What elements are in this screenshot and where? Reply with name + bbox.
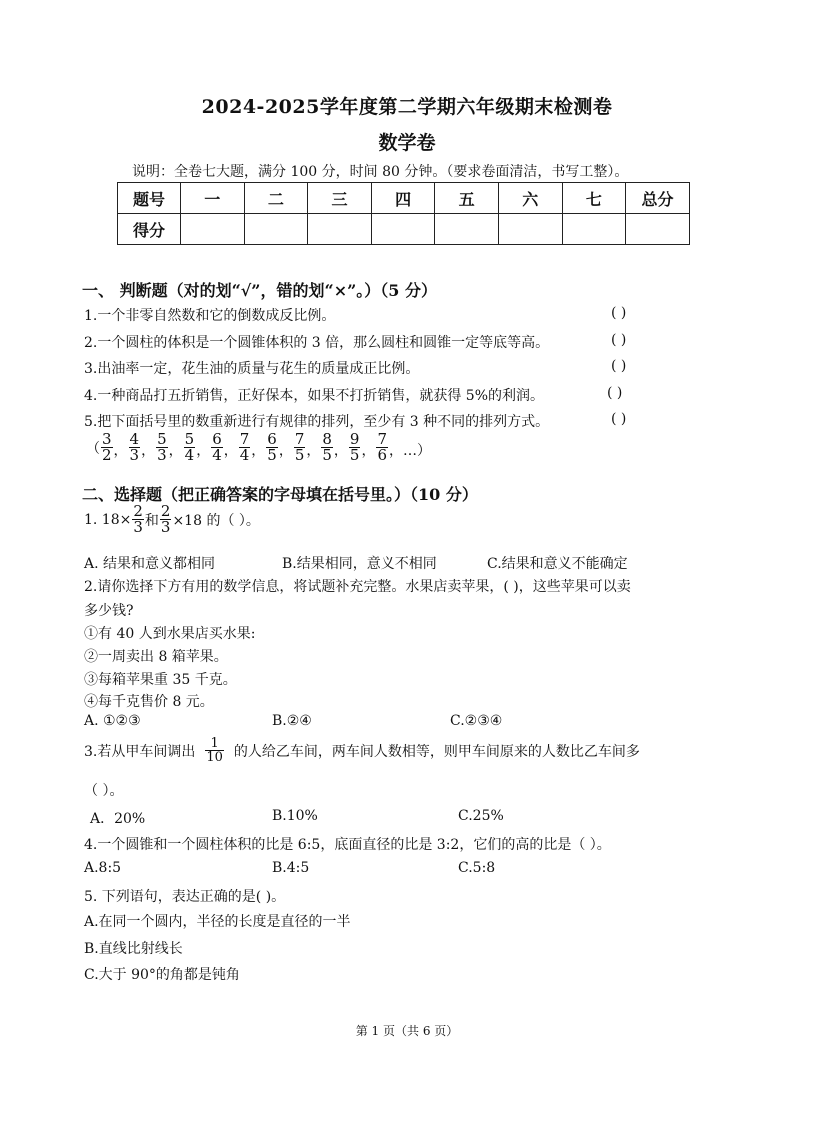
fraction-separator: ， [113, 443, 128, 459]
score-blank-cell[interactable] [435, 214, 499, 245]
q2-option-c: C.②③④ [450, 713, 503, 729]
fraction-separator: ， [306, 443, 321, 459]
q2-line-2: 多少钱? [84, 603, 134, 619]
q1-suffix: ×18 的（ ）。 [172, 512, 260, 529]
q2-option-a: A. ①②③ [84, 713, 141, 729]
denominator: 3 [133, 518, 143, 536]
fraction-item [129, 432, 141, 463]
score-blank-cell[interactable] [626, 214, 690, 245]
score-table-cell: 一 [181, 183, 245, 214]
answer-paren-5[interactable]: ( ) [611, 411, 627, 427]
numerator: 5 [184, 430, 195, 448]
fraction-separator: ， [141, 443, 156, 459]
fraction-list-tail: ，…） [389, 443, 432, 459]
page-title: 2024-2025学年度第二学期六年级期末检测卷 [201, 96, 613, 118]
fraction-item [211, 432, 223, 463]
score-table-cell: 六 [498, 183, 562, 214]
fraction-item [266, 432, 278, 463]
fraction-separator: ， [278, 443, 293, 459]
judgement-question-5: 5.把下面括号里的数重新进行有规律的排列，至少有 3 种不同的排列方式。 [84, 414, 550, 430]
q5-option-b: B.直线比射线长 [84, 941, 183, 957]
fraction-item [156, 432, 168, 463]
answer-paren-2[interactable]: ( ) [611, 332, 627, 348]
denominator: 5 [267, 446, 277, 464]
q1-option-c: C.结果和意义不能确定 [487, 556, 628, 572]
answer-paren-3[interactable]: ( ) [611, 358, 627, 374]
section1-heading: 一、 判断题（对的划“√”，错的划“×”。）（5 分） [82, 281, 438, 300]
numerator: 5 [157, 430, 167, 448]
denominator: 6 [377, 446, 388, 464]
score-table-header-row [118, 183, 690, 214]
fraction-separator: ， [361, 443, 376, 459]
score-blank-cell[interactable] [308, 214, 372, 245]
q4-option-c: C.5:8 [458, 860, 496, 876]
fraction-item [376, 432, 388, 463]
score-table-cell: 三 [308, 183, 372, 214]
fraction-separator: ， [251, 443, 266, 459]
score-blank-cell[interactable] [562, 214, 626, 245]
denominator: 5 [349, 446, 360, 464]
numerator: 2 [133, 502, 143, 520]
denominator: 3 [157, 446, 167, 464]
choice-question-5: 5. 下列语句，表达正确的是( )。 [84, 889, 286, 905]
page-footer: 第 1 页（共 6 页） [355, 1024, 459, 1038]
numerator: 6 [267, 430, 277, 448]
score-table-cell: 总分 [626, 183, 690, 214]
q2-info-3: ③每箱苹果重 35 千克。 [84, 672, 237, 688]
score-table [117, 182, 690, 245]
numerator: 7 [377, 430, 388, 448]
score-table-cell: 七 [562, 183, 626, 214]
choice-question-3 [84, 737, 640, 764]
answer-paren-4[interactable]: ( ) [607, 385, 623, 401]
denominator: 3 [160, 518, 171, 536]
q3-answer-paren[interactable]: （ ）。 [84, 783, 124, 799]
q1-mid: 和 [144, 512, 159, 529]
page-subtitle: 数学卷 [378, 132, 436, 154]
q4-option-b: B.4:5 [272, 860, 310, 876]
fraction-list-items [100, 432, 389, 463]
numerator: 1 [210, 736, 219, 751]
q5-option-a: A.在同一个圆内，半径的长度是直径的一半 [84, 914, 351, 930]
numerator: 2 [160, 502, 171, 520]
q3-prefix: 3.若从甲车间调出 [84, 743, 196, 760]
judgement-question-3: 3.出油率一定，花生油的质量与花生的质量成正比例。 [84, 361, 420, 377]
q3-suffix: 的人给乙车间，两车间人数相等，则甲车间原来的人数比乙车间多 [233, 743, 640, 760]
judgement-question-2: 2.一个圆柱的体积是一个圆锥体积的 3 倍，那么圆柱和圆锥一定等底等高。 [84, 335, 550, 351]
denominator: 4 [184, 446, 195, 464]
q1-fraction-1 [132, 504, 144, 535]
fraction-item [239, 432, 251, 463]
answer-paren-1[interactable]: ( ) [611, 305, 627, 321]
exam-instructions: 说明：全卷七大题，满分 100 分，时间 80 分钟。（要求卷面清洁，书写工整）。 [132, 164, 629, 180]
q5-option-c: C.大于 90°的角都是钝角 [84, 967, 240, 983]
q4-option-a: A.8:5 [84, 860, 122, 876]
score-blank-cell[interactable] [181, 214, 245, 245]
fraction-list [86, 432, 431, 463]
score-table-cell: 四 [371, 183, 435, 214]
numerator: 3 [102, 430, 112, 448]
denominator: 4 [212, 446, 222, 464]
score-table-score-row [118, 214, 690, 245]
q1-option-b: B.结果相同，意义不相同 [282, 556, 437, 572]
fraction-item [321, 432, 333, 463]
denominator: 5 [322, 446, 332, 464]
numerator: 7 [294, 430, 305, 448]
fraction-separator: ， [333, 443, 348, 459]
q3-option-a: A．20% [90, 811, 146, 827]
numerator: 4 [129, 430, 140, 448]
score-table-cell: 得分 [118, 214, 181, 245]
q2-option-b: B.②④ [272, 713, 312, 729]
section2-heading: 二、选择题（把正确答案的字母填在括号里。）（10 分） [82, 485, 478, 504]
denominator: 5 [294, 446, 305, 464]
q3-fraction [205, 737, 224, 764]
numerator: 7 [239, 430, 250, 448]
score-blank-cell[interactable] [498, 214, 562, 245]
judgement-question-1: 1.一个非零自然数和它的倒数成反比例。 [84, 308, 336, 324]
denominator: 4 [239, 446, 250, 464]
choice-question-4: 4.一个圆锥和一个圆柱体积的比是 6:5，底面直径的比是 3:2，它们的高的比是（ ）。 [84, 837, 611, 853]
q1-prefix: 1. 18× [84, 511, 132, 528]
score-table-cell: 题号 [118, 183, 181, 214]
denominator: 2 [102, 446, 112, 464]
fraction-separator: ， [223, 443, 238, 459]
fraction-item [101, 432, 113, 463]
q2-line-1: 2.请你选择下方有用的数学信息，将试题补充完整。水果店卖苹果，( )，这些苹果可以卖 [84, 579, 631, 595]
denominator: 3 [129, 446, 140, 464]
q3-option-b: B.10% [272, 808, 318, 824]
fraction-item [294, 432, 306, 463]
score-blank-cell[interactable] [371, 214, 435, 245]
numerator: 8 [322, 430, 332, 448]
numerator: 9 [349, 430, 360, 448]
fraction-separator: ， [168, 443, 183, 459]
q3-option-c: C.25% [458, 808, 504, 824]
q1-option-a: A. 结果和意义都相同 [84, 556, 216, 572]
fraction-item [184, 432, 196, 463]
score-table-cell: 二 [244, 183, 308, 214]
score-table-cell: 五 [435, 183, 499, 214]
q1-fraction-2 [160, 504, 172, 535]
q2-info-2: ②一周卖出 8 箱苹果。 [84, 649, 228, 665]
choice-question-1 [84, 504, 260, 535]
denominator: 10 [206, 750, 223, 765]
fraction-separator: ， [196, 443, 211, 459]
fraction-item [349, 432, 361, 463]
score-blank-cell[interactable] [244, 214, 308, 245]
q2-info-4: ④每千克售价 8 元。 [84, 694, 214, 710]
judgement-question-4: 4.一种商品打五折销售，正好保本，如果不打折销售，就获得 5%的利润。 [84, 388, 545, 404]
q2-info-1: ①有 40 人到水果店买水果: [84, 626, 256, 642]
numerator: 6 [212, 430, 222, 448]
fraction-list-open: （ [86, 440, 100, 457]
